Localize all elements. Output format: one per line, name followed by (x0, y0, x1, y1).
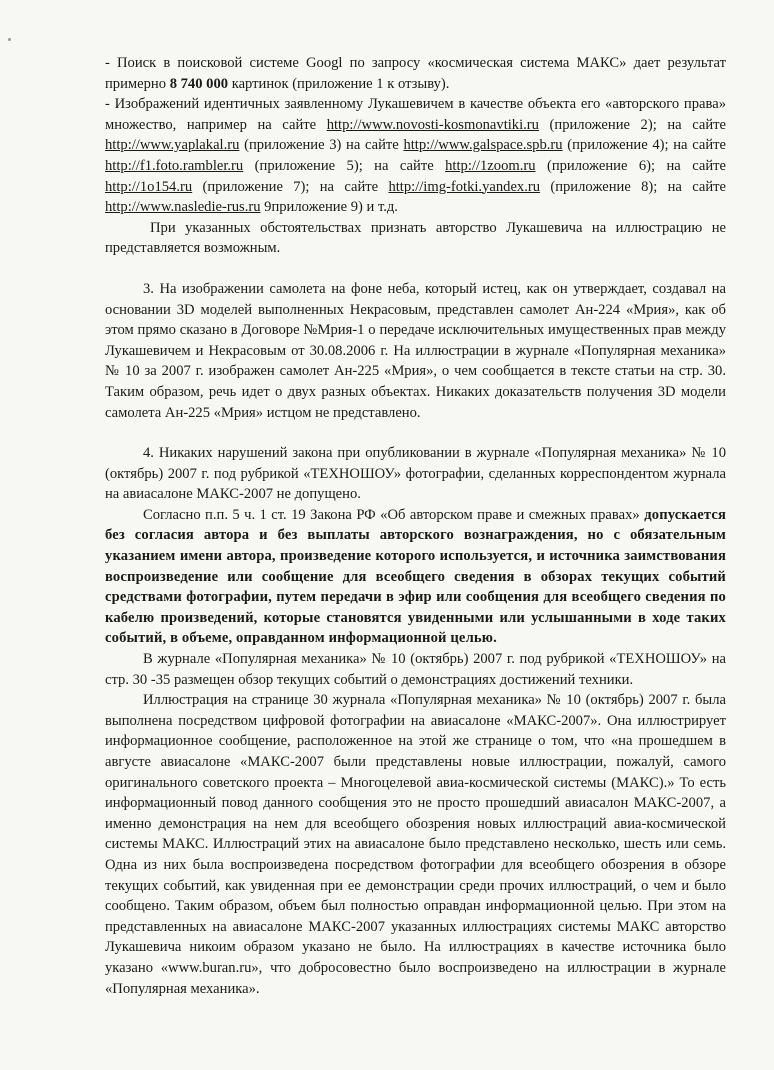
link-1o154[interactable]: http://1o154.ru (105, 178, 193, 195)
paragraph-gap (105, 423, 726, 443)
law-citation-bold: допускается без согласия автора и без выплаты авторского вознаграждения, но с обязательным указанием имени автора, произведение которого используется, и источника заимствования воспроизведение или сообщение для всеобщего сведения в обзорах текущих событий средствами фотографии, путем передачи в эфир или сообщения для всеобщего сведения по кабелю произведений, которые становятся увиденными или услышанными в ходе таких событий, в объеме, оправданном информационной целью. (105, 506, 727, 647)
link-novosti-kosmonavtiki[interactable]: http://www.novosti-kosmonavtiki.ru (326, 116, 539, 133)
paragraph-authorship-conclusion: При указанных обстоятельствах признать авторство Лукашевича на иллюстрацию не представляется возможным. (105, 219, 726, 257)
link-yaplakal[interactable]: http://www.yaplakal.ru (105, 137, 240, 154)
scan-artifact (8, 38, 11, 41)
link-galspace[interactable]: http://www.galspace.spb.ru (403, 137, 563, 154)
paragraph-point-3: 3. На изображении самолета на фоне неба, который истец, как он утверждает, создавал на основании 3D моделей выполненных Некрасовым, представлен самолет Ан-224 «Мрия», как об этом прямо сказано в Договоре №Мрия-1 о передаче исключительных имущественных прав между Лукашевичем и Некрасовым от 30.08.2006 г. На иллюстрации в журнале «Популярная механика» № 10 за 2007 г. изображен самолет Ан-225 «Мрия», о чем сообщается в тексте статьи на стр. 30. Таким образом, речь идет о двух разных объектах. Никаких доказательств получения 3D модели самолета Ан-225 «Мрия» истцом не представлено. (105, 280, 726, 421)
paragraph-sites-list: - Изображений идентичных заявленному Лукашевичем в качестве объекта его «авторского права» множество, например на сайте http://www.novosti-kosmonavtiki.ru (приложение 2); на сайте http://www.yaplakal.ru (приложение 3) на сайте http://www.galspace.spb.ru (приложение 4); на сайте http://f1.foto.rambler.ru (приложение 5); на сайте http://1zoom.ru (приложение 6); на сайте http://1o154.ru (приложение 7); на сайте http://img-fotki.yandex.ru (приложение 8); на сайте http://www.nasledie-rus.ru 9приложение 9) и т.д. (105, 96, 726, 216)
link-img-fotki-yandex[interactable]: http://img-fotki.yandex.ru (388, 178, 541, 195)
paragraph-illustration-details: Иллюстрация на странице 30 журнала «Популярная механика» № 10 (октябрь) 2007 г. была выполнена посредством цифровой фотографии на авиасалоне «МАКС-2007». Она иллюстрирует информационное сообщение, расположенное на этой же странице о том, что «на прошедшем в августе авиасалоне «МАКС-2007 были представлены новые иллюстрации, пожалуй, самого оригинального советского проекта – Многоцелевой авиа-космической системы (МАКС).» То есть информационный повод данного сообщения это не просто прошедший авиасалон МАКС-2007, а именно демонстрация на нем для всеобщего обозрения новых иллюстраций авиа-космической системы МАКС. Иллюстраций этих на авиасалоне было представлено несколько, шесть или семь. Одна из них была воспроизведена посредством фотографии для всеобщего обозрения в обзоре текущих событий, как увиденная при ее демонстрации среди прочих иллюстраций, о чем и было сообщено. Таким образом, объем был полностью оправдан информационной целью. При этом на представленных на авиасалоне МАКС-2007 указанных иллюстрациях системы МАКС авторство Лукашевича никоим образом указано не было. На иллюстрациях в качестве источника было указано «www.buran.ru», что добросовестно было воспроизведено на иллюстрации в журнале «Популярная механика». (105, 692, 726, 997)
paragraph-law-citation: Согласно п.п. 5 ч. 1 ст. 19 Закона РФ «Об авторском праве и смежных правах» допускается без согласия автора и без выплаты авторского вознаграждения, но с обязательным указанием имени автора, произведение которого используется, и источника заимствования воспроизведение или сообщение для всеобщего сведения в обзорах текущих событий средствами фотографии, путем передачи в эфир или сообщения для всеобщего сведения по кабелю произведений, которые становятся увиденными или услышанными в ходе таких событий, в объеме, оправданном информационной целью. (105, 506, 727, 647)
link-1zoom[interactable]: http://1zoom.ru (445, 157, 536, 174)
link-foto-rambler[interactable]: http://f1.foto.rambler.ru (105, 157, 244, 174)
paragraph-point-4: 4. Никаких нарушений закона при опубликовании в журнале «Популярная механика» № 10 (октябрь) 2007 г. под рубрикой «ТЕХНОШОУ» фотографии, сделанных корреспондентом журнала на авиасалоне МАКС-2007 не допущено. (105, 445, 726, 503)
paragraph-search-results: - Поиск в поисковой системе Googl по запросу «космическая система МАКС» дает результат примерно 8 740 000 картинок (приложение 1 к отзыву). (105, 55, 726, 92)
link-nasledie-rus[interactable]: http://www.nasledie-rus.ru (105, 199, 261, 216)
paragraph-magazine-review: В журнале «Популярная механика» № 10 (октябрь) 2007 г. под рубрикой «ТЕХНОШОУ» на стр. 30 -35 размещен обзор текущих событий о демонстрациях достижений техники. (105, 651, 726, 688)
paragraph-gap (105, 259, 726, 279)
image-count: 8 740 000 (169, 75, 229, 92)
